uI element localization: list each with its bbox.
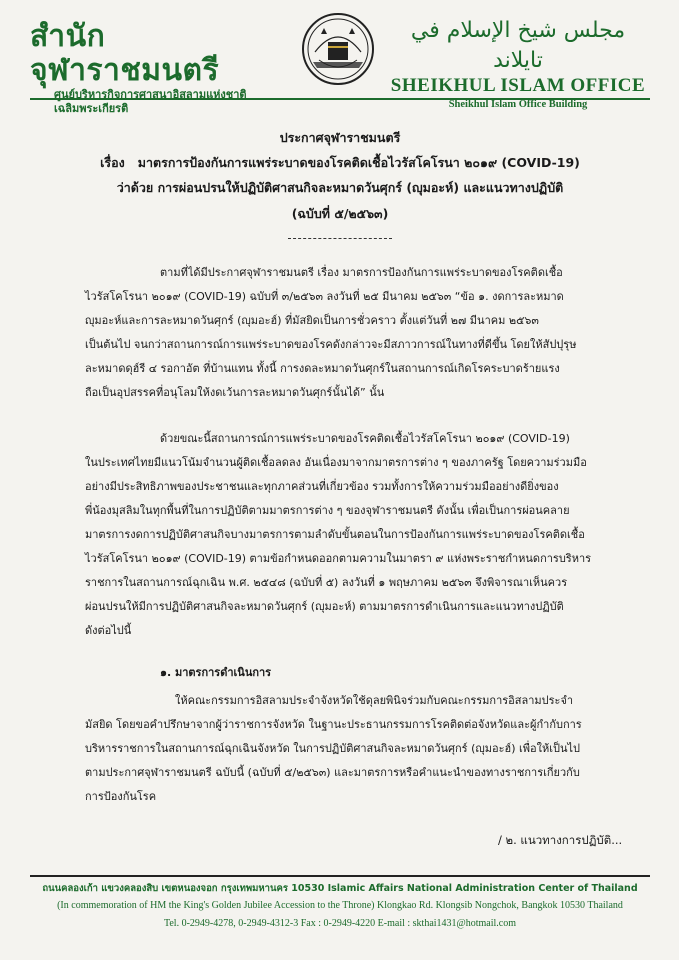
paragraph2-line: มาตรการงดการปฏิบัติศาสนกิจบางมาตรการตามลำดับขั้นตอนในการป้องกันการแพร่ระบาดของโรคติดเชื้อ	[85, 528, 585, 541]
paragraph1-line: ญุมอะห์และการละหมาดวันศุกร์ (ญุมอะฮ์) ที่มัสยิดเป็นการชั่วคราว ตั้งแต่วันที่ ๒๗ มีนาคม ๒๕๖๓	[85, 314, 539, 327]
section1-line: ให้คณะกรรมการอิสลามประจำจังหวัดใช้ดุลยพินิจร่วมกับคณะกรรมการอิสลามประจำ	[175, 694, 574, 707]
arabic-office-name: مجلس شيخ الإسلام في تايلاند	[410, 18, 626, 73]
next-page-indicator: / ๒. แนวทางการปฏิบัติ...	[498, 833, 623, 847]
paragraph2-line: อย่างมีประสิทธิภาพของประชาชนและทุกภาคส่วนที่เกี่ยวข้อง รวมทั้งการให้ความร่วมมืออย่างดียิ่งของ	[85, 480, 559, 493]
center-name-thai-line2: เฉลิมพระเกียรติ	[54, 102, 129, 115]
footer-address: ถนนคลองเก้า แขวงคลองสิบ เขตหนองจอก กรุงเทพมหานคร 10530 Islamic Affairs National Administration Center of Thailand	[42, 883, 638, 894]
paragraph1-line: ไวรัสโคโรนา ๒๐๑๙ (COVID-19) ฉบับที่ ๓/๒๕๖๓ ลงวันที่ ๒๕ มีนาคม ๒๕๖๓ “ข้อ ๑. งดการละหมาด	[85, 290, 564, 303]
section1-line: ตามประกาศจุฬาราชมนตรี ฉบับนี้ (ฉบับที่ ๕/๒๕๖๓) และมาตรการหรือคำแนะนำของทางราชการเกี่ยวกับ	[85, 766, 580, 779]
section1-line: การป้องกันโรค	[85, 790, 157, 803]
office-name-english: SHEIKHUL ISLAM OFFICE	[390, 75, 646, 96]
paragraph2-line: ดังต่อไปนี้	[85, 624, 132, 637]
announcement-title: ประกาศจุฬาราชมนตรี	[279, 130, 401, 145]
paragraph1-line: เป็นต้นไป จนกว่าสถานการณ์การแพร่ระบาดของโรคดังกล่าวจะมีสภาวการณ์ในทางที่ดีขึ้น โดยให้สัปปุรุษ	[85, 338, 577, 351]
paragraph2-line: ด้วยขณะนี้สถานการณ์การแพร่ระบาดของโรคติดเชื้อไวรัสโคโรนา ๒๐๑๙ (COVID-19)	[160, 432, 570, 445]
footer-divider	[30, 875, 650, 877]
footer-commemoration: (In commemoration of HM the King's Golden Jubilee Accession to the Throne) Klongkao Rd. Klongsib Nongchok, Bangkok 10530 Thailand	[57, 900, 623, 911]
footer-contact: Tel. 0-2949-4278, 0-2949-4312-3 Fax : 0-2949-4220 E-mail : skthai1431@hotmail.com	[163, 918, 517, 929]
paragraph2-line: พี่น้องมุสลิมในทุกพื้นที่ในการปฏิบัติตามมาตรการต่าง ๆ ของจุฬาราชมนตรี ดังนั้น เพื่อเป็นการผ่อนคลาย	[85, 504, 570, 517]
announcement-edition: (ฉบับที่ ๕/๒๕๖๓)	[291, 206, 389, 221]
office-name-thai: สำนักจุฬาราชมนตรี	[30, 19, 220, 88]
section1-heading: ๑. มาตรการดำเนินการ	[160, 666, 272, 679]
subject-text: มาตรการป้องกันการแพร่ระบาดของโรคติดเชื้อไวรัสโคโรนา ๒๐๑๙ (COVID-19)	[137, 155, 580, 170]
paragraph2-line: ราชการในสถานการณ์ฉุกเฉิน พ.ศ. ๒๕๔๘ (ฉบับที่ ๕) ลงวันที่ ๑ พฤษภาคม ๒๕๖๓ จึงพิจารณาเห็นควร	[85, 576, 568, 589]
paragraph1-line: ละหมาดดุฮ์รี ๔ รอกาอัต ที่บ้านแทน ทั้งนี้ การงดละหมาดวันศุกร์ในสถานการณ์เกิดโรคระบาดร้ายแรง	[85, 362, 560, 375]
paragraph2-line: ในประเทศไทยมีแนวโน้มจำนวนผู้ติดเชื้อลดลง อันเนื่องมาจากมาตรการต่าง ๆ ของภาครัฐ โดยความร่วมมือ	[85, 456, 587, 469]
building-name-english: Sheikhul Islam Office Building	[448, 99, 588, 110]
announcement-regarding: ว่าด้วย การผ่อนปรนให้ปฏิบัติศาสนกิจละหมาดวันศุกร์ (ญุมอะห์) และแนวทางปฏิบัติ	[116, 180, 564, 195]
subject-label: เรื่อง	[100, 155, 125, 170]
paragraph1-line: ถือเป็นอุปสรรคที่อนุโลมให้งดเว้นการละหมาดวันศุกร์นั้นได้” นั้น	[85, 386, 385, 399]
title-separator	[288, 238, 392, 239]
center-name-thai-line1: ศูนย์บริหารกิจการศาสนาอิสลามแห่งชาติ	[54, 88, 247, 101]
header-divider	[30, 98, 650, 100]
announcement-subject	[40, 155, 640, 171]
paragraph2-line: ผ่อนปรนให้มีการปฏิบัติศาสนกิจละหมาดวันศุกร์ (ญุมอะห์) ตามมาตรการดำเนินการและแนวทางปฏิบัติ	[85, 600, 564, 613]
paragraph1-line: ตามที่ได้มีประกาศจุฬาราชมนตรี เรื่อง มาตรการป้องกันการแพร่ระบาดของโรคติดเชื้อ	[160, 266, 563, 279]
section1-line: มัสยิด โดยขอคำปรึกษาจากผู้ว่าราชการจังหวัด ในฐานะประธานกรรมการโรคติดต่อจังหวัดและผู้กำกับการ	[85, 718, 582, 731]
header-left	[30, 20, 290, 116]
paragraph2-line: ไวรัสโคโรนา ๒๐๑๙ (COVID-19) ตามข้อกำหนดออกตามความในมาตรา ๙ แห่งพระราชกำหนดการบริหาร	[85, 552, 592, 565]
sheikhul-islam-emblem-icon	[301, 12, 375, 86]
section1-line: บริหารราชการในสถานการณ์ฉุกเฉินจังหวัด ในการปฏิบัติศาสนกิจละหมาดวันศุกร์ (ญุมอะฮ์) เพื่อให้เป็นไป	[85, 742, 581, 755]
